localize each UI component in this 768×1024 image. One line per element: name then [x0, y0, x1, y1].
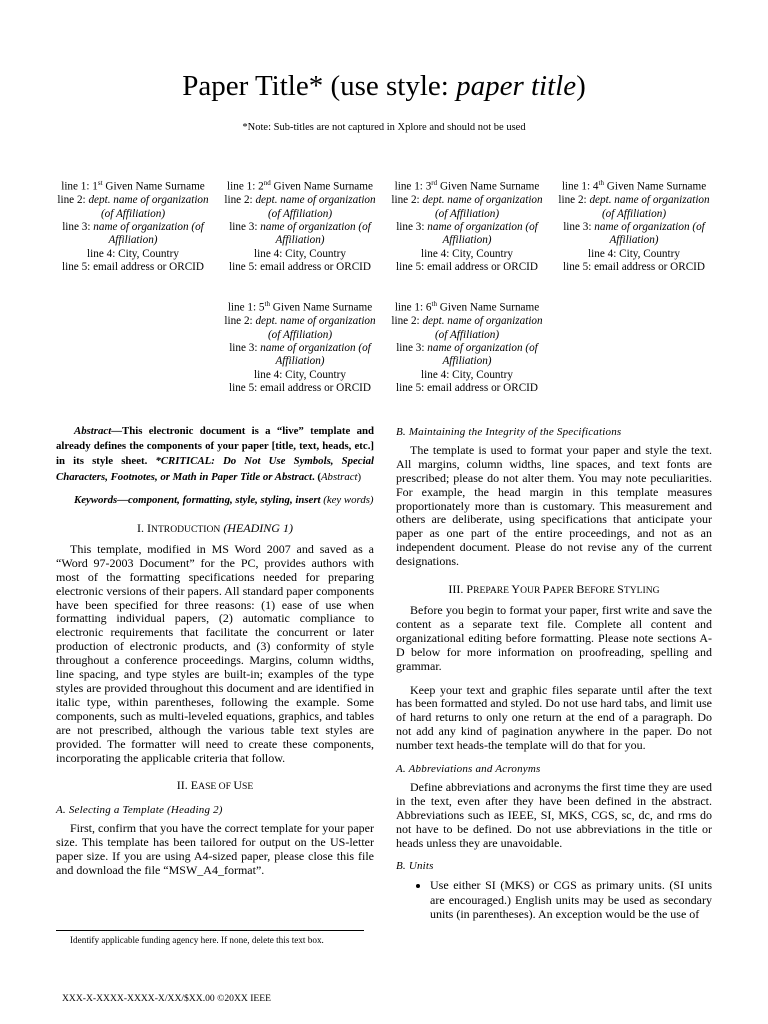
- author-block-2: line 1: 2nd Given Name Surname line 2: dept. name of organization (of Affiliation) line 3: name of organization (of Affiliation) line 4: City, Country line 5: email address or ORCID: [224, 179, 376, 274]
- prepare-paragraph-2: Keep your text and graphic files separate until after the text has been formatted and styled. Do not use hard tabs, and limit use of hard returns to only one return at the end of a paragraph. Do not add any kind of pagination anywhere in the paper. Do not number text heads-the template will do that for you.: [396, 682, 712, 753]
- abbreviations-paragraph: Define abbreviations and acronyms the first time they are used in the text, even after they have been defined in the abstract. Abbreviations such as IEEE, SI, MKS, CGS, sc, dc, and rms do not have to be defined. Do not use abbreviations in the title or heads unless they are unavoidable.: [396, 779, 712, 850]
- author-block-6: line 1: 6th Given Name Surname line 2: dept. name of organization (of Affiliation) line 3: name of organization (of Affiliation) line 4: City, Country line 5: email address or ORCID: [391, 300, 543, 395]
- right-column: [396, 424, 712, 922]
- subheading-abbreviations: A. Abbreviations and Acronyms: [396, 763, 541, 776]
- subheading-integrity: B. Maintaining the Integrity of the Specifications: [396, 426, 622, 438]
- subheading-units: B. Units: [396, 860, 434, 873]
- footnote-divider: [56, 930, 364, 931]
- integrity-paragraph: The template is used to format your paper and style the text. All margins, column widths, line spaces, and text fonts are prescribed; please do not alter them. You may note peculiarities. For example, the head margin in this template measures proportionately more than is customary. This measurement and others are deliberate, using specifications that anticipate your paper as one part of the entire proceedings, and not as an independent document. Please do not revise any of the current designations.: [396, 442, 712, 569]
- author-block-5: line 1: 5th Given Name Surname line 2: dept. name of organization (of Affiliation) line 3: name of organization (of Affiliation) line 4: City, Country line 5: email address or ORCID: [224, 300, 376, 395]
- subtitle-note: *Note: Sub-titles are not captured in Xplore and should not be used: [242, 122, 526, 133]
- left-column: [56, 424, 374, 878]
- selecting-template-paragraph: First, confirm that you have the correct template for your paper size. This template has been tailored for output on the US-letter paper size. If you are using A4-sized paper, please close this file and download the file “MSW_A4_format”.: [56, 821, 374, 877]
- units-list: [396, 878, 712, 921]
- section-heading-prepare: III. PREPARE YOUR PAPER BEFORE STYLING: [448, 582, 660, 597]
- author-block-1: line 1: 1st Given Name Surname line 2: dept. name of organization (of Affiliation) line 3: name of organization (of Affiliation) line 4: City, Country line 5: email address or ORCID: [57, 179, 209, 274]
- section-heading-ease-of-use: II. EASE OF USE: [176, 778, 254, 793]
- abstract: Abstract—This electronic document is a “live” template and already defines the components of your paper [title, text, heads, etc.] in its style sheet. *CRITICAL: Do Not Use Symbols, Special Characters, Footnotes, or Math in Paper Title or Abstract. (Abstract): [56, 425, 374, 483]
- prepare-paragraph-1: Before you begin to format your paper, first write and save the content as a separate text file. Complete all content and organizational editing before formatting. Please note sections A-D below for more information on proofreading, spelling and grammar.: [396, 602, 712, 673]
- list-item: • Use either SI (MKS) or CGS as primary units. (SI units are encouraged.) English units may be used as secondary units (in parentheses). An exception would be the use of: [430, 878, 712, 921]
- author-block-3: line 1: 3rd Given Name Surname line 2: dept. name of organization (of Affiliation) line 3: name of organization (of Affiliation) line 4: City, Country line 5: email address or ORCID: [391, 179, 543, 274]
- author-block-4: line 1: 4th Given Name Surname line 2: dept. name of organization (of Affiliation) line 3: name of organization (of Affiliation) line 4: City, Country line 5: email address or ORCID: [558, 179, 710, 274]
- keywords: Keywords—component, formatting, style, styling, insert (key words): [74, 493, 374, 506]
- paper-title: Paper Title* (use style: paper title): [182, 70, 586, 102]
- section-heading-introduction: I. INTRODUCTION (HEADING 1): [137, 521, 293, 536]
- intro-paragraph: This template, modified in MS Word 2007 and saved as a “Word 97-2003 Document” for the PC, provides authors with most of the formatting specifications needed for preparing electronic versions of their papers. All standard paper components have been specified for three reasons: (1) ease of use when formatting individual papers, (2) automatic compliance to electronic requirements that facilitate the concurrent or later production of electronic products, and (3) conformity of style throughout a conference proceedings. Margins, column widths, line spacing, and type styles are built-in; examples of the type styles are provided throughout this document and are identified in italic type, within parentheses, following the example. Some components, such as multi-leveled equations, graphics, and tables are not prescribed, although the various table text styles are provided. The formatter will need to create these components, incorporating the applicable criteria that follow.: [56, 541, 374, 765]
- subheading-selecting-template: A. Selecting a Template (Heading 2): [56, 804, 223, 817]
- funding-footnote: Identify applicable funding agency here. If none, delete this text box.: [70, 935, 324, 945]
- copyright-line: XXX-X-XXXX-XXXX-X/XX/$XX.00 ©20XX IEEE: [62, 993, 271, 1004]
